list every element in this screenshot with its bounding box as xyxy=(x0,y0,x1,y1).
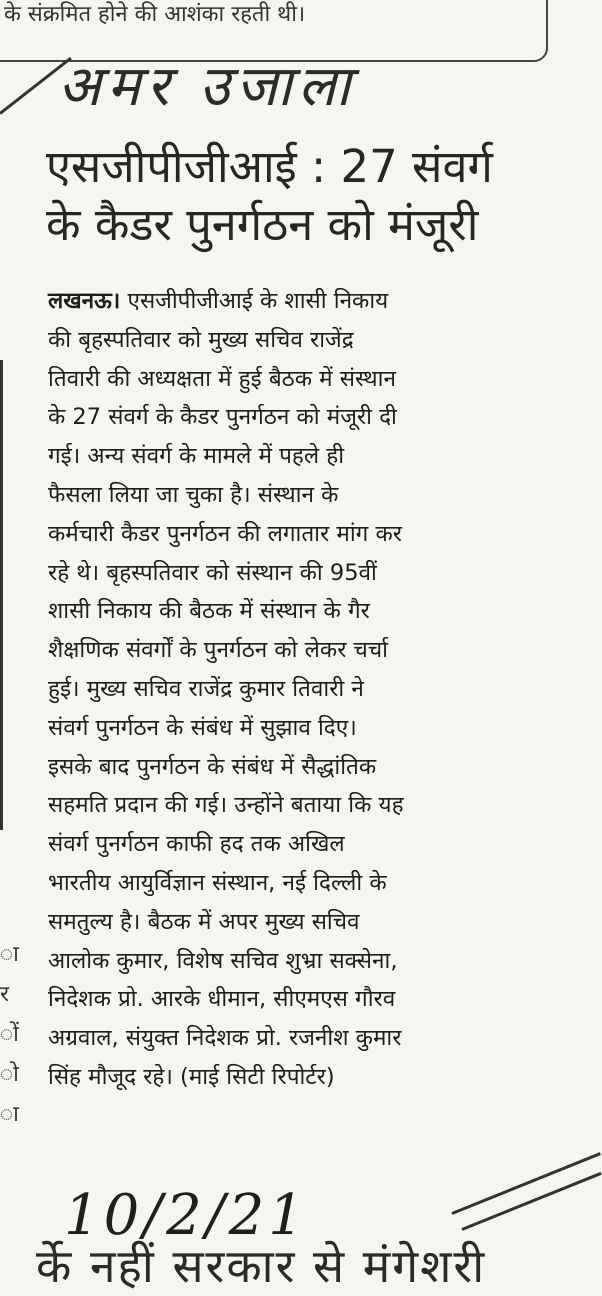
previous-article-snippet: के संक्रमित होने की आशंका रहती थी। xyxy=(4,2,306,27)
column-divider xyxy=(0,360,3,830)
article-line: शासी निकाय की बैठक में संस्थान के गैर xyxy=(48,598,370,625)
article-line: समतुल्य है। बैठक में अपर मुख्य सचिव xyxy=(48,908,360,935)
article-line: निदेशक प्रो. आरके धीमान, सीएमएस गौरव xyxy=(48,986,396,1013)
article-line: हुई। मुख्य सचिव राजेंद्र कुमार तिवारी ने xyxy=(48,675,364,702)
article-line: फैसला लिया जा चुका है। संस्थान के xyxy=(48,481,339,508)
article-line: कर्मचारी कैडर पुनर्गठन की लगातार मांग कर xyxy=(48,520,402,547)
adjacent-column-fragment: ा र ों ो ा xyxy=(0,942,19,1127)
article-line: आलोक कुमार, विशेष सचिव शुभ्रा सक्सेना, xyxy=(48,947,398,974)
article-body xyxy=(48,282,548,1097)
article-line: संवर्ग पुनर्गठन काफी हद तक अखिल xyxy=(48,831,345,858)
article-line: रहे थे। बृहस्पतिवार को संस्थान की 95वीं xyxy=(48,559,377,586)
article-line: शैक्षणिक संवर्गों के पुनर्गठन को लेकर चर्चा xyxy=(48,637,388,664)
handwritten-date: 10/2/21 xyxy=(64,1183,308,1248)
headline-line-2: के कैडर पुनर्गठन को मंजूरी xyxy=(46,198,479,251)
article-line: तिवारी की अध्यक्षता में हुई बैठक में संस्थान xyxy=(48,365,396,392)
article-line: भारतीय आयुर्विज्ञान संस्थान, नई दिल्ली के xyxy=(48,869,387,896)
handwritten-newspaper-name: अमर उजाला xyxy=(58,54,357,119)
article-headline xyxy=(46,138,566,254)
article-line: सहमति प्रदान की गई। उन्होंने बताया कि यह xyxy=(48,792,404,819)
article-line: लखनऊ। एसजीपीजीआई के शासी निकाय xyxy=(48,288,389,314)
article-line: सिंह मौजूद रहे। (माई सिटी रिपोर्टर) xyxy=(48,1063,335,1090)
headline-line-1: एसजीपीजीआई : 27 संवर्ग xyxy=(46,140,493,193)
article-line: संवर्ग पुनर्गठन के संबंध में सुझाव दिए। xyxy=(48,714,357,741)
article-line: के 27 संवर्ग के कैडर पुनर्गठन को मंजूरी दी xyxy=(48,404,397,431)
article-line: गई। अन्य संवर्ग के मामले में पहले ही xyxy=(48,443,345,470)
article-line: की बृहस्पतिवार को मुख्य सचिव राजेंद्र xyxy=(48,326,354,353)
article-line: अग्रवाल, संयुक्त निदेशक प्रो. रजनीश कुमार xyxy=(48,1025,402,1052)
article-line: इसके बाद पुनर्गठन के संबंध में सैद्धांतिक xyxy=(48,753,377,780)
dateline: लखनऊ। xyxy=(48,288,121,314)
next-article-headline-fragment: र्के नहीं सरकार से मंगेशरी xyxy=(36,1239,487,1293)
